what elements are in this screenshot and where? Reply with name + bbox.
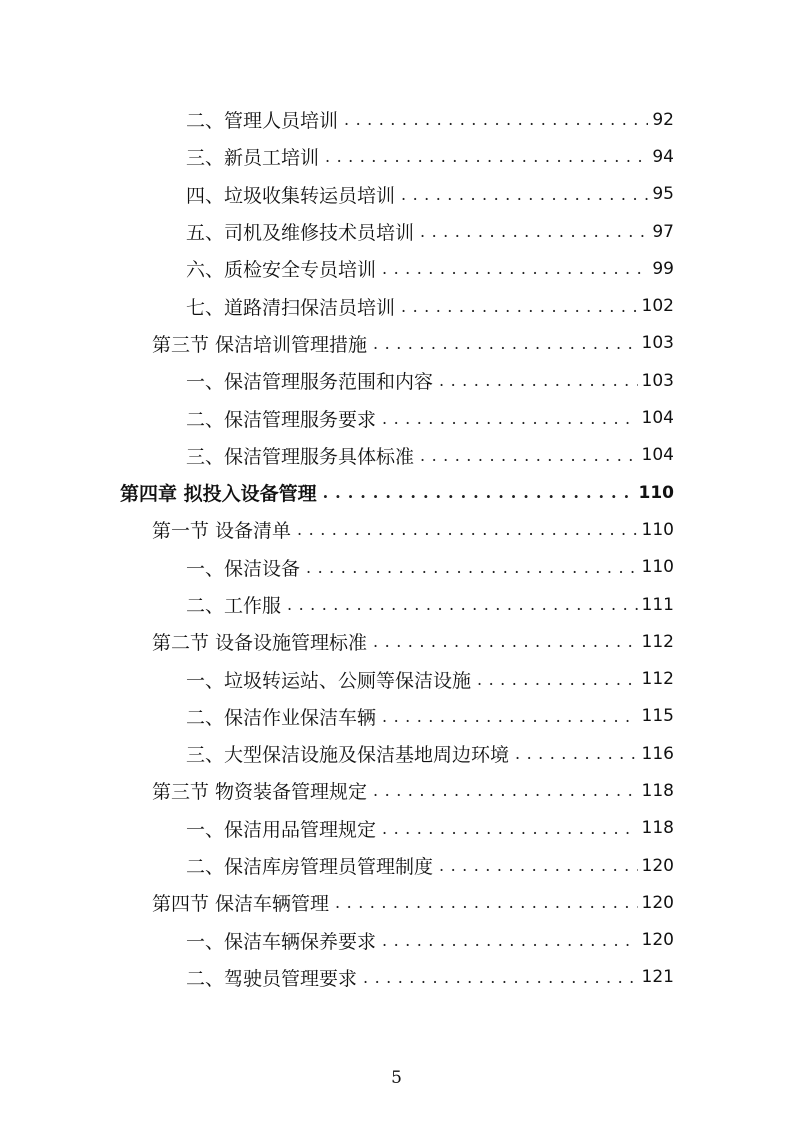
toc-entry-page: 99	[652, 258, 674, 279]
toc-entry-page: 120	[641, 855, 674, 876]
dot-leader	[401, 185, 648, 204]
toc-entry-page: 118	[641, 818, 674, 839]
toc-section-entry[interactable]	[0, 623, 793, 660]
toc-entry-title: 一、保洁车辆保养要求	[186, 930, 377, 953]
dot-leader	[323, 483, 635, 502]
toc-entry-page: 103	[641, 370, 674, 391]
toc-entry[interactable]	[0, 660, 793, 697]
dot-leader	[515, 744, 638, 763]
toc-entry-title: 二、驾驶员管理要求	[186, 967, 358, 990]
toc-entry-page: 112	[641, 631, 674, 652]
toc-entry[interactable]	[0, 549, 793, 586]
toc-entry[interactable]	[0, 287, 793, 324]
toc-entry[interactable]	[0, 138, 793, 175]
table-of-contents	[0, 101, 793, 996]
toc-entry-title: 三、保洁管理服务具体标准	[186, 445, 415, 468]
toc-entry-page: 104	[641, 408, 674, 429]
dot-leader	[420, 222, 648, 241]
dot-leader	[382, 819, 638, 838]
toc-chapter-entry[interactable]	[0, 474, 793, 511]
toc-entry-page: 103	[641, 333, 674, 354]
toc-entry-page: 95	[652, 184, 674, 205]
toc-entry-page: 115	[641, 706, 674, 727]
dot-leader	[382, 409, 638, 428]
toc-entry-page: 104	[641, 445, 674, 466]
toc-entry[interactable]	[0, 810, 793, 847]
toc-entry[interactable]	[0, 250, 793, 287]
toc-entry-page: 94	[652, 146, 674, 167]
dot-leader	[382, 707, 638, 726]
toc-entry-page: 111	[641, 594, 674, 615]
dot-leader	[325, 147, 648, 166]
toc-entry[interactable]	[0, 922, 793, 959]
toc-section-entry[interactable]	[0, 325, 793, 362]
toc-entry[interactable]	[0, 399, 793, 436]
toc-entry[interactable]	[0, 176, 793, 213]
toc-entry-title: 五、司机及维修技术员培训	[186, 222, 415, 245]
toc-entry-page: 97	[652, 221, 674, 242]
dot-leader	[344, 110, 648, 129]
page-number: 5	[391, 1068, 402, 1088]
dot-leader	[297, 520, 638, 539]
dot-leader	[420, 446, 638, 465]
dot-leader	[382, 931, 638, 950]
dot-leader	[439, 371, 638, 390]
toc-entry[interactable]	[0, 698, 793, 735]
toc-section-entry[interactable]	[0, 884, 793, 921]
toc-entry-title: 二、管理人员培训	[186, 110, 339, 133]
toc-entry[interactable]	[0, 586, 793, 623]
toc-entry-title: 第三节 物资装备管理规定	[152, 781, 368, 804]
toc-entry-title: 七、道路清扫保洁员培训	[186, 296, 396, 319]
toc-entry-page: 120	[641, 892, 674, 913]
dot-leader	[306, 558, 638, 577]
toc-entry[interactable]	[0, 213, 793, 250]
dot-leader	[401, 297, 638, 316]
toc-entry-page: 110	[641, 519, 674, 540]
dot-leader	[373, 781, 638, 800]
toc-entry-title: 二、保洁作业保洁车辆	[186, 706, 377, 729]
toc-entry-title: 第二节 设备设施管理标准	[152, 632, 368, 655]
toc-entry-page: 112	[641, 669, 674, 690]
dot-leader	[335, 893, 638, 912]
dot-leader	[382, 259, 648, 278]
toc-entry-title: 一、垃圾转运站、公厕等保洁设施	[186, 669, 472, 692]
toc-entry-page: 118	[641, 780, 674, 801]
toc-entry-title: 三、大型保洁设施及保洁基地周边环境	[186, 744, 510, 767]
toc-entry-title: 一、保洁管理服务范围和内容	[186, 371, 434, 394]
toc-entry-page: 110	[638, 482, 674, 503]
dot-leader	[287, 595, 638, 614]
toc-entry-page: 102	[641, 296, 674, 317]
toc-entry-title: 三、新员工培训	[186, 147, 320, 170]
toc-entry-title: 二、保洁库房管理员管理制度	[186, 856, 434, 879]
toc-entry-title: 二、保洁管理服务要求	[186, 408, 377, 431]
toc-entry-title: 一、保洁设备	[186, 557, 301, 580]
dot-leader	[373, 632, 638, 651]
toc-entry-page: 92	[652, 109, 674, 130]
toc-entry-page: 121	[641, 967, 674, 988]
toc-entry[interactable]	[0, 959, 793, 996]
toc-entry-page: 110	[641, 557, 674, 578]
toc-entry-title: 第一节 设备清单	[152, 520, 292, 543]
toc-section-entry[interactable]	[0, 511, 793, 548]
toc-entry-title: 第三节 保洁培训管理措施	[152, 333, 368, 356]
dot-leader	[439, 856, 638, 875]
toc-entry[interactable]	[0, 735, 793, 772]
dot-leader	[477, 670, 638, 689]
toc-entry[interactable]	[0, 437, 793, 474]
toc-entry-title: 第四章 拟投入设备管理	[120, 483, 317, 506]
toc-entry[interactable]	[0, 101, 793, 138]
toc-entry-title: 四、垃圾收集转运员培训	[186, 184, 396, 207]
toc-section-entry[interactable]	[0, 772, 793, 809]
toc-entry-page: 116	[641, 743, 674, 764]
toc-entry-title: 一、保洁用品管理规定	[186, 818, 377, 841]
toc-entry-title: 第四节 保洁车辆管理	[152, 893, 330, 916]
toc-entry[interactable]	[0, 362, 793, 399]
toc-entry-title: 二、工作服	[186, 595, 282, 617]
toc-entry[interactable]	[0, 847, 793, 884]
toc-entry-page: 120	[641, 930, 674, 951]
dot-leader	[363, 968, 638, 987]
toc-entry-title: 六、质检安全专员培训	[186, 259, 377, 282]
dot-leader	[373, 334, 638, 353]
